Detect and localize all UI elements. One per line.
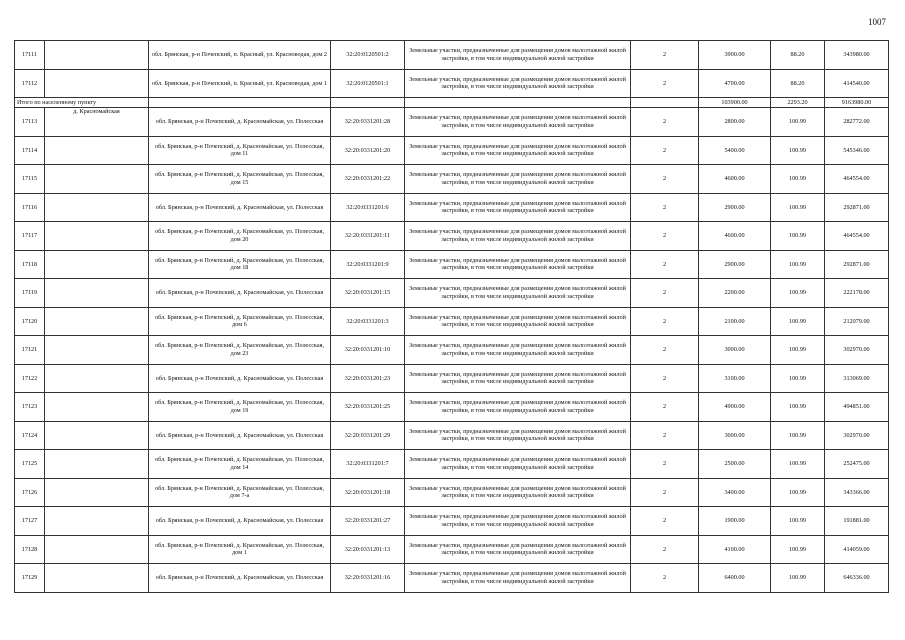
specific-value-cell: 100.99 — [771, 279, 825, 308]
cadastral-number: 32:20:0331201:13 — [331, 535, 405, 564]
cadastral-value-cell: 222178.00 — [825, 279, 889, 308]
cadastral-value-table — [14, 40, 889, 593]
cadastral-number: 32:20:0120501:1 — [331, 69, 405, 98]
table-row — [15, 136, 889, 165]
cadastral-number: 32:20:0331201:25 — [331, 393, 405, 422]
cadastral-number: 32:20:0331201:22 — [331, 165, 405, 194]
land-use-cell: Земельные участки, предназначенные для размещения домов малоэтажной жилой застройки, в том числе индивидуальной жилой застройки — [405, 108, 631, 137]
cadastral-value-cell: 252475.00 — [825, 450, 889, 479]
land-use-cell: Земельные участки, предназначенные для размещения домов малоэтажной жилой застройки, в том числе индивидуальной жилой застройки — [405, 364, 631, 393]
locality-cell — [45, 193, 149, 222]
cadastral-number: 32:20:0331201:10 — [331, 336, 405, 365]
specific-value-cell: 100.99 — [771, 421, 825, 450]
table-row — [15, 564, 889, 593]
category-cell: 2 — [631, 507, 699, 536]
record-number: 17126 — [15, 478, 45, 507]
total-label: Итого по населенному пункту — [15, 98, 149, 108]
area-cell: 3900.00 — [699, 41, 771, 70]
table-row — [15, 222, 889, 251]
address-cell: обл. Брянская, р-н Почепский, д. Красномайская, ул. Полесская, дом 18 — [149, 250, 331, 279]
record-number: 17129 — [15, 564, 45, 593]
cadastral-value-cell: 282772.00 — [825, 108, 889, 137]
locality-cell — [45, 336, 149, 365]
total-empty-cell — [149, 98, 331, 108]
area-cell: 4900.00 — [699, 393, 771, 422]
category-cell: 2 — [631, 393, 699, 422]
category-cell: 2 — [631, 478, 699, 507]
locality-cell: д. Красномайская — [45, 108, 149, 137]
cadastral-value-cell: 302970.00 — [825, 336, 889, 365]
land-use-cell: Земельные участки, предназначенные для размещения домов малоэтажной жилой застройки, в том числе индивидуальной жилой застройки — [405, 393, 631, 422]
cadastral-value-cell: 545346.00 — [825, 136, 889, 165]
table-row — [15, 535, 889, 564]
locality-cell — [45, 478, 149, 507]
category-cell: 2 — [631, 193, 699, 222]
cadastral-value-cell: 343980.00 — [825, 41, 889, 70]
table-row — [15, 279, 889, 308]
locality-cell — [45, 507, 149, 536]
specific-value-cell: 100.99 — [771, 393, 825, 422]
table-row — [15, 41, 889, 70]
total-empty-cell — [331, 98, 405, 108]
cadastral-value-cell: 414059.00 — [825, 535, 889, 564]
record-number: 17123 — [15, 393, 45, 422]
land-use-cell: Земельные участки, предназначенные для размещения домов малоэтажной жилой застройки, в том числе индивидуальной жилой застройки — [405, 279, 631, 308]
cadastral-number: 32:20:0331201:20 — [331, 136, 405, 165]
page-number: 1007 — [868, 17, 886, 27]
address-cell: обл. Брянская, р-н Почепский, д. Красномайская, ул. Полесская — [149, 364, 331, 393]
specific-value-cell: 100.99 — [771, 165, 825, 194]
area-cell: 3000.00 — [699, 336, 771, 365]
cadastral-number: 32:20:0331201:15 — [331, 279, 405, 308]
area-cell: 4600.00 — [699, 165, 771, 194]
address-cell: обл. Брянская, р-н Почепский, п. Красный, ул. Красноводая, дом 2 — [149, 41, 331, 70]
record-number: 17121 — [15, 336, 45, 365]
land-use-cell: Земельные участки, предназначенные для размещения домов малоэтажной жилой застройки, в том числе индивидуальной жилой застройки — [405, 165, 631, 194]
area-cell: 4600.00 — [699, 222, 771, 251]
category-cell: 2 — [631, 336, 699, 365]
locality-cell — [45, 307, 149, 336]
area-cell: 4700.00 — [699, 69, 771, 98]
record-number: 17120 — [15, 307, 45, 336]
cadastral-value-cell: 494851.00 — [825, 393, 889, 422]
address-cell: обл. Брянская, р-н Почепский, д. Красномайская, ул. Полесская — [149, 279, 331, 308]
record-number: 17113 — [15, 108, 45, 137]
total-row — [15, 98, 889, 108]
cadastral-number: 32:20:0331201:11 — [331, 222, 405, 251]
specific-value-cell: 100.99 — [771, 222, 825, 251]
specific-value-cell: 100.99 — [771, 307, 825, 336]
land-use-cell: Земельные участки, предназначенные для размещения домов малоэтажной жилой застройки, в том числе индивидуальной жилой застройки — [405, 222, 631, 251]
category-cell: 2 — [631, 421, 699, 450]
table-row — [15, 69, 889, 98]
specific-value-cell: 100.99 — [771, 336, 825, 365]
record-number: 17122 — [15, 364, 45, 393]
table-row — [15, 364, 889, 393]
locality-cell — [45, 69, 149, 98]
table-row — [15, 165, 889, 194]
locality-cell — [45, 364, 149, 393]
record-number: 17119 — [15, 279, 45, 308]
cadastral-value-cell: 464554.00 — [825, 165, 889, 194]
specific-value-cell: 100.99 — [771, 364, 825, 393]
specific-value-cell: 100.99 — [771, 478, 825, 507]
record-number: 17128 — [15, 535, 45, 564]
cadastral-value-cell: 646336.00 — [825, 564, 889, 593]
category-cell: 2 — [631, 41, 699, 70]
land-use-cell: Земельные участки, предназначенные для размещения домов малоэтажной жилой застройки, в том числе индивидуальной жилой застройки — [405, 564, 631, 593]
record-number: 17127 — [15, 507, 45, 536]
category-cell: 2 — [631, 307, 699, 336]
specific-value-cell: 100.99 — [771, 564, 825, 593]
table-row — [15, 478, 889, 507]
address-cell: обл. Брянская, р-н Почепский, д. Красномайская, ул. Полесская, дом 19 — [149, 393, 331, 422]
address-cell: обл. Брянская, р-н Почепский, д. Красномайская, ул. Полесская, дом 20 — [149, 222, 331, 251]
table-row — [15, 336, 889, 365]
record-number: 17115 — [15, 165, 45, 194]
locality-cell — [45, 136, 149, 165]
area-cell: 4100.00 — [699, 535, 771, 564]
area-cell: 6400.00 — [699, 564, 771, 593]
category-cell: 2 — [631, 535, 699, 564]
category-cell: 2 — [631, 108, 699, 137]
record-number: 17125 — [15, 450, 45, 479]
land-use-cell: Земельные участки, предназначенные для размещения домов малоэтажной жилой застройки, в том числе индивидуальной жилой застройки — [405, 136, 631, 165]
locality-cell — [45, 250, 149, 279]
cadastral-number: 32:20:0331201:3 — [331, 307, 405, 336]
land-use-cell: Земельные участки, предназначенные для размещения домов малоэтажной жилой застройки, в том числе индивидуальной жилой застройки — [405, 478, 631, 507]
specific-value-cell: 100.99 — [771, 193, 825, 222]
address-cell: обл. Брянская, р-н Почепский, д. Красномайская, ул. Полесская, дом 1 — [149, 535, 331, 564]
record-number: 17117 — [15, 222, 45, 251]
locality-cell — [45, 41, 149, 70]
cadastral-value-cell: 191881.00 — [825, 507, 889, 536]
land-use-cell: Земельные участки, предназначенные для размещения домов малоэтажной жилой застройки, в том числе индивидуальной жилой застройки — [405, 250, 631, 279]
address-cell: обл. Брянская, р-н Почепский, д. Красномайская, ул. Полесская — [149, 564, 331, 593]
address-cell: обл. Брянская, р-н Почепский, д. Красномайская, ул. Полесская, дом 14 — [149, 450, 331, 479]
cadastral-number: 32:20:0331201:6 — [331, 193, 405, 222]
specific-value-cell: 100.99 — [771, 450, 825, 479]
area-cell: 3100.00 — [699, 364, 771, 393]
total-area: 103900.00 — [699, 98, 771, 108]
specific-value-cell: 100.99 — [771, 535, 825, 564]
address-cell: обл. Брянская, р-н Почепский, д. Красномайская, ул. Полесская, дом 7-а — [149, 478, 331, 507]
cadastral-value-cell: 302970.00 — [825, 421, 889, 450]
cadastral-number: 32:20:0331201:9 — [331, 250, 405, 279]
land-use-cell: Земельные участки, предназначенные для размещения домов малоэтажной жилой застройки, в том числе индивидуальной жилой застройки — [405, 69, 631, 98]
record-number: 17112 — [15, 69, 45, 98]
land-use-cell: Земельные участки, предназначенные для размещения домов малоэтажной жилой застройки, в том числе индивидуальной жилой застройки — [405, 450, 631, 479]
area-cell: 3400.00 — [699, 478, 771, 507]
locality-cell — [45, 279, 149, 308]
address-cell: обл. Брянская, р-н Почепский, д. Красномайская, ул. Полесская — [149, 507, 331, 536]
cadastral-number: 32:20:0331201:28 — [331, 108, 405, 137]
cadastral-number: 32:20:0331201:7 — [331, 450, 405, 479]
table-row — [15, 250, 889, 279]
category-cell: 2 — [631, 250, 699, 279]
land-use-cell: Земельные участки, предназначенные для размещения домов малоэтажной жилой застройки, в том числе индивидуальной жилой застройки — [405, 507, 631, 536]
cadastral-value-cell: 414540.00 — [825, 69, 889, 98]
category-cell: 2 — [631, 564, 699, 593]
area-cell: 2100.00 — [699, 307, 771, 336]
table-row — [15, 393, 889, 422]
cadastral-number: 32:20:0331201:16 — [331, 564, 405, 593]
locality-cell — [45, 564, 149, 593]
specific-value-cell: 88.20 — [771, 41, 825, 70]
address-cell: обл. Брянская, р-н Почепский, д. Красномайская, ул. Полесская, дом 6 — [149, 307, 331, 336]
locality-cell — [45, 450, 149, 479]
cadastral-value-cell: 313069.00 — [825, 364, 889, 393]
cadastral-number: 32:20:0120501:2 — [331, 41, 405, 70]
specific-value-cell: 88.20 — [771, 69, 825, 98]
cadastral-value-cell: 292871.00 — [825, 193, 889, 222]
area-cell: 2800.00 — [699, 108, 771, 137]
locality-cell — [45, 393, 149, 422]
locality-cell — [45, 222, 149, 251]
land-use-cell: Земельные участки, предназначенные для размещения домов малоэтажной жилой застройки, в том числе индивидуальной жилой застройки — [405, 421, 631, 450]
locality-cell — [45, 421, 149, 450]
category-cell: 2 — [631, 165, 699, 194]
category-cell: 2 — [631, 450, 699, 479]
total-price: 2293.20 — [771, 98, 825, 108]
address-cell: обл. Брянская, р-н Почепский, п. Красный, ул. Красноводая, дом 1 — [149, 69, 331, 98]
land-use-cell: Земельные участки, предназначенные для размещения домов малоэтажной жилой застройки, в том числе индивидуальной жилой застройки — [405, 307, 631, 336]
address-cell: обл. Брянская, р-н Почепский, д. Красномайская, ул. Полесская, дом 23 — [149, 336, 331, 365]
locality-cell — [45, 535, 149, 564]
table-row — [15, 450, 889, 479]
area-cell: 5400.00 — [699, 136, 771, 165]
address-cell: обл. Брянская, р-н Почепский, д. Красномайская, ул. Полесская, дом 15 — [149, 165, 331, 194]
area-cell: 2900.00 — [699, 193, 771, 222]
address-cell: обл. Брянская, р-н Почепский, д. Красномайская, ул. Полесская — [149, 421, 331, 450]
area-cell: 3000.00 — [699, 421, 771, 450]
total-empty-cell — [631, 98, 699, 108]
cadastral-number: 32:20:0331201:29 — [331, 421, 405, 450]
total-value: 9163980.00 — [825, 98, 889, 108]
area-cell: 2900.00 — [699, 250, 771, 279]
land-use-cell: Земельные участки, предназначенные для размещения домов малоэтажной жилой застройки, в том числе индивидуальной жилой застройки — [405, 41, 631, 70]
specific-value-cell: 100.99 — [771, 136, 825, 165]
record-number: 17111 — [15, 41, 45, 70]
record-number: 17116 — [15, 193, 45, 222]
locality-cell — [45, 165, 149, 194]
record-number: 17118 — [15, 250, 45, 279]
category-cell: 2 — [631, 136, 699, 165]
cadastral-value-cell: 212079.00 — [825, 307, 889, 336]
specific-value-cell: 100.99 — [771, 507, 825, 536]
address-cell: обл. Брянская, р-н Почепский, д. Красномайская, ул. Полесская — [149, 193, 331, 222]
land-use-cell: Земельные участки, предназначенные для размещения домов малоэтажной жилой застройки, в том числе индивидуальной жилой застройки — [405, 535, 631, 564]
cadastral-value-cell: 292871.00 — [825, 250, 889, 279]
address-cell: обл. Брянская, р-н Почепский, д. Красномайская, ул. Полесская — [149, 108, 331, 137]
table-row — [15, 507, 889, 536]
category-cell: 2 — [631, 364, 699, 393]
table-row — [15, 193, 889, 222]
record-number: 17114 — [15, 136, 45, 165]
cadastral-number: 32:20:0331201:18 — [331, 478, 405, 507]
specific-value-cell: 100.99 — [771, 250, 825, 279]
cadastral-value-cell: 464554.00 — [825, 222, 889, 251]
table-row — [15, 108, 889, 137]
area-cell: 2200.00 — [699, 279, 771, 308]
specific-value-cell: 100.99 — [771, 108, 825, 137]
area-cell: 1900.00 — [699, 507, 771, 536]
address-cell: обл. Брянская, р-н Почепский, д. Красномайская, ул. Полесская, дом 11 — [149, 136, 331, 165]
table-row — [15, 307, 889, 336]
total-empty-cell — [405, 98, 631, 108]
land-use-cell: Земельные участки, предназначенные для размещения домов малоэтажной жилой застройки, в том числе индивидуальной жилой застройки — [405, 193, 631, 222]
table-body — [15, 41, 889, 593]
cadastral-value-cell: 343366.00 — [825, 478, 889, 507]
cadastral-number: 32:20:0331201:27 — [331, 507, 405, 536]
table-row — [15, 421, 889, 450]
category-cell: 2 — [631, 222, 699, 251]
area-cell: 2500.00 — [699, 450, 771, 479]
land-use-cell: Земельные участки, предназначенные для размещения домов малоэтажной жилой застройки, в том числе индивидуальной жилой застройки — [405, 336, 631, 365]
cadastral-number: 32:20:0331201:23 — [331, 364, 405, 393]
category-cell: 2 — [631, 279, 699, 308]
record-number: 17124 — [15, 421, 45, 450]
category-cell: 2 — [631, 69, 699, 98]
